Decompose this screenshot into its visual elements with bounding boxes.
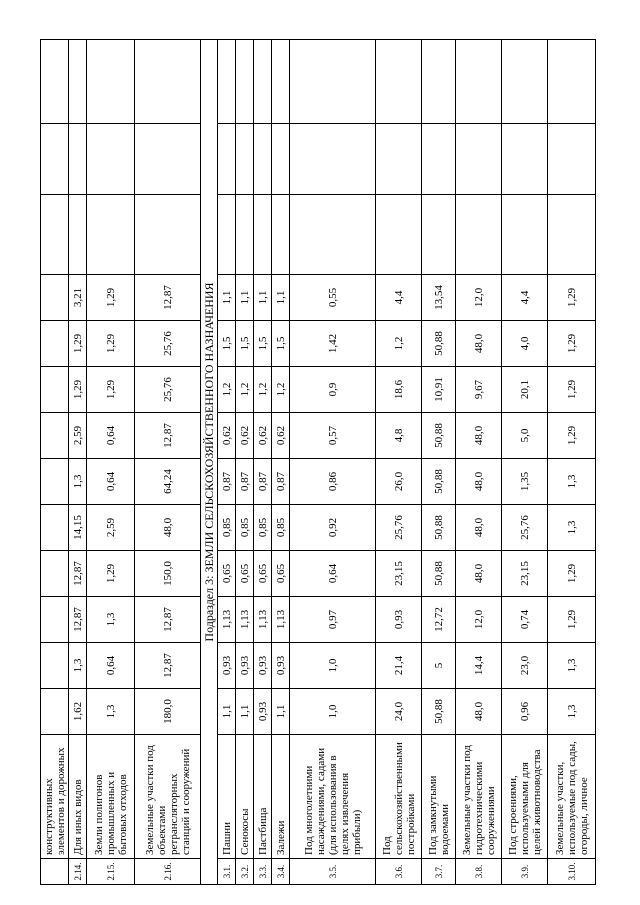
value-cell [254,195,272,275]
value-cell [87,124,135,195]
value-cell: 0,93 [254,689,272,735]
value-cell [218,40,236,124]
value-cell: 0,62 [254,413,272,459]
row-number: 3.4. [272,859,290,885]
value-cell: 0,97 [290,597,376,643]
value-cell: 1,0 [290,643,376,689]
value-cell: 0,62 [218,413,236,459]
value-cell: 18,6 [376,367,422,413]
value-cell: 1,2 [376,321,422,367]
value-cell [502,195,548,275]
table-row [456,40,502,885]
value-cell [41,597,69,643]
value-cell: 12,87 [135,597,201,643]
value-cell [272,124,290,195]
value-cell [69,195,87,275]
rotated-page [40,40,624,885]
value-cell [41,413,69,459]
value-cell [135,195,201,275]
value-cell: 1,13 [272,597,290,643]
value-cell [254,40,272,124]
value-cell: 12,87 [135,413,201,459]
value-cell [87,40,135,124]
value-cell: 50,88 [422,413,456,459]
value-cell [218,195,236,275]
row-number: 3.10. [548,859,596,885]
value-cell [41,195,69,275]
value-cell [236,124,254,195]
value-cell: 64,24 [135,459,201,505]
value-cell [422,195,456,275]
value-cell [135,40,201,124]
value-cell: 1,0 [290,689,376,735]
value-cell: 0,93 [376,597,422,643]
value-cell [41,321,69,367]
value-cell: 3,21 [69,275,87,321]
value-cell [41,124,69,195]
value-cell [502,40,548,124]
table-row [376,40,422,885]
row-name: Земельные участки под объектами ретрансляторных станций и сооружений [135,735,201,859]
value-cell [502,124,548,195]
value-cell: 0,9 [290,367,376,413]
value-cell: 1,5 [272,321,290,367]
value-cell [87,195,135,275]
value-cell: 1,3 [69,643,87,689]
value-cell [376,124,422,195]
row-name: Под замкнутыми водоемами [422,735,456,859]
value-cell [376,195,422,275]
value-cell: 1,3 [69,459,87,505]
value-cell: 1,42 [290,321,376,367]
value-cell: 0,64 [87,643,135,689]
value-cell [272,195,290,275]
row-number: 3.7. [422,859,456,885]
table-body-before [41,40,201,885]
value-cell: 1,2 [272,367,290,413]
row-number: 2.14. [69,859,87,885]
row-name: Под сельскохозяйственными постройками [376,735,422,859]
section-title: Подраздел 3: ЗЕМЛИ СЕЛЬСКОХОЗЯЙСТВЕННОГО НАЗНАЧЕНИЯ [201,40,218,885]
value-cell [41,367,69,413]
value-cell [41,459,69,505]
value-cell: 1,1 [272,275,290,321]
value-cell [135,124,201,195]
value-cell: 50,88 [422,505,456,551]
row-name: Пашни [218,735,236,859]
value-cell: 0,64 [87,459,135,505]
value-cell: 4,4 [502,275,548,321]
value-cell: 14,4 [456,643,502,689]
row-number: 2.16. [135,859,201,885]
value-cell: 50,88 [422,689,456,735]
value-cell [41,40,69,124]
table-row [87,40,135,885]
row-name: Сенокосы [236,735,254,859]
value-cell: 1,29 [548,321,596,367]
value-cell: 4,0 [502,321,548,367]
value-cell: 20,1 [502,367,548,413]
value-cell: 180,0 [135,689,201,735]
value-cell: 0,85 [272,505,290,551]
value-cell: 0,64 [290,551,376,597]
value-cell [41,551,69,597]
table-row [218,40,236,885]
value-cell [422,124,456,195]
value-cell: 12,87 [135,643,201,689]
value-cell: 12,87 [69,597,87,643]
value-cell: 1,5 [254,321,272,367]
value-cell: 0,86 [290,459,376,505]
value-cell: 10,91 [422,367,456,413]
row-number: 3.8. [456,859,502,885]
value-cell: 1,3 [87,689,135,735]
value-cell: 0,93 [236,643,254,689]
row-name: Под многолетними насаждениями, садами (для использования в целях извлечения прибыли) [290,735,376,859]
row-name: Земли полигонов промышленных и бытовых отходов [87,735,135,859]
value-cell: 0,62 [236,413,254,459]
value-cell: 1,29 [548,551,596,597]
row-name: конструктивных элементов и дорожных [41,735,69,859]
value-cell: 25,76 [135,367,201,413]
table-row [41,40,69,885]
value-cell [236,195,254,275]
value-cell: 50,88 [422,551,456,597]
value-cell: 48,0 [456,321,502,367]
table-row [135,40,201,885]
value-cell: 5,0 [502,413,548,459]
value-cell [548,40,596,124]
value-cell: 1,62 [69,689,87,735]
value-cell: 25,76 [502,505,548,551]
value-cell: 21,4 [376,643,422,689]
value-cell: 9,67 [456,367,502,413]
value-cell: 25,76 [376,505,422,551]
value-cell: 0,65 [218,551,236,597]
value-cell: 0,85 [254,505,272,551]
value-cell: 0,85 [236,505,254,551]
value-cell: 1,13 [218,597,236,643]
row-name: Под строениями, используемыми для целей животноводства [502,735,548,859]
value-cell [236,40,254,124]
value-cell: 1,13 [254,597,272,643]
table-row [290,40,376,885]
value-cell: 0,62 [272,413,290,459]
value-cell: 1,2 [218,367,236,413]
value-cell: 48,0 [456,505,502,551]
value-cell [41,643,69,689]
value-cell: 0,64 [87,413,135,459]
value-cell [218,124,236,195]
value-cell: 1,1 [236,275,254,321]
value-cell: 1,29 [548,367,596,413]
value-cell: 24,0 [376,689,422,735]
table-row [236,40,254,885]
value-cell: 12,72 [422,597,456,643]
value-cell: 0,87 [272,459,290,505]
value-cell [376,40,422,124]
value-cell: 23,0 [502,643,548,689]
value-cell: 0,96 [502,689,548,735]
value-cell [290,40,376,124]
value-cell: 1,29 [87,275,135,321]
table-body-after [218,40,596,885]
row-number: 3.6. [376,859,422,885]
table-row [69,40,87,885]
value-cell: 5 [422,643,456,689]
row-name: Земельные участки, используемые под сады, огороды, личное [548,735,596,859]
row-number: 3.9. [502,859,548,885]
value-cell: 12,87 [135,275,201,321]
value-cell: 48,0 [135,505,201,551]
value-cell: 0,65 [254,551,272,597]
value-cell: 26,0 [376,459,422,505]
table-row [548,40,596,885]
value-cell: 0,92 [290,505,376,551]
value-cell: 1,29 [69,367,87,413]
value-cell [41,689,69,735]
value-cell: 0,87 [236,459,254,505]
value-cell: 48,0 [456,413,502,459]
value-cell: 0,93 [218,643,236,689]
value-cell: 2,59 [87,505,135,551]
value-cell: 1,3 [548,643,596,689]
value-cell: 0,65 [236,551,254,597]
row-number: 2.15. [87,859,135,885]
value-cell: 13,54 [422,275,456,321]
value-cell: 4,8 [376,413,422,459]
value-cell: 0,65 [272,551,290,597]
value-cell [548,124,596,195]
table-row [422,40,456,885]
value-cell [290,195,376,275]
value-cell: 1,1 [236,689,254,735]
value-cell: 1,2 [236,367,254,413]
value-cell: 48,0 [456,459,502,505]
value-cell: 14,15 [69,505,87,551]
row-number [41,859,69,885]
table-row [254,40,272,885]
value-cell [69,40,87,124]
row-number: 3.3. [254,859,272,885]
value-cell: 0,93 [272,643,290,689]
value-cell [254,124,272,195]
value-cell: 1,29 [548,413,596,459]
row-name: Земельные участки под гидротехническими сооружениями [456,735,502,859]
value-cell: 0,57 [290,413,376,459]
value-cell: 12,0 [456,275,502,321]
value-cell: 1,3 [87,597,135,643]
value-cell: 0,87 [218,459,236,505]
row-number: 3.1. [218,859,236,885]
value-cell: 1,1 [272,689,290,735]
value-cell: 1,3 [548,505,596,551]
value-cell: 0,85 [218,505,236,551]
value-cell [456,195,502,275]
value-cell: 1,2 [254,367,272,413]
value-cell: 1,5 [236,321,254,367]
value-cell: 0,74 [502,597,548,643]
row-number: 3.2. [236,859,254,885]
value-cell: 0,87 [254,459,272,505]
value-cell: 0,93 [254,643,272,689]
coefficients-table [40,39,596,885]
table-row [502,40,548,885]
row-name: Для иных видов [69,735,87,859]
value-cell: 1,29 [87,321,135,367]
value-cell: 1,1 [218,275,236,321]
value-cell: 50,88 [422,459,456,505]
value-cell: 2,59 [69,413,87,459]
value-cell: 25,76 [135,321,201,367]
value-cell [456,124,502,195]
value-cell: 23,15 [376,551,422,597]
value-cell: 1,1 [254,275,272,321]
value-cell: 1,29 [548,275,596,321]
value-cell: 1,5 [218,321,236,367]
row-number: 3.5. [290,859,376,885]
value-cell: 48,0 [456,689,502,735]
value-cell: 1,13 [236,597,254,643]
row-name: Пастбища [254,735,272,859]
value-cell: 4,4 [376,275,422,321]
value-cell: 0,55 [290,275,376,321]
value-cell [41,505,69,551]
value-cell: 1,29 [87,551,135,597]
value-cell: 1,35 [502,459,548,505]
value-cell: 48,0 [456,551,502,597]
value-cell [548,195,596,275]
value-cell [41,275,69,321]
value-cell [456,40,502,124]
value-cell: 50,88 [422,321,456,367]
value-cell: 150,0 [135,551,201,597]
value-cell: 1,3 [548,459,596,505]
value-cell: 1,1 [218,689,236,735]
value-cell: 1,29 [69,321,87,367]
value-cell: 12,87 [69,551,87,597]
value-cell: 1,29 [87,367,135,413]
value-cell: 1,3 [548,689,596,735]
value-cell [69,124,87,195]
table-row [272,40,290,885]
row-name: Залежи [272,735,290,859]
value-cell: 1,29 [548,597,596,643]
value-cell: 12,0 [456,597,502,643]
section-header [201,40,218,885]
value-cell [422,40,456,124]
value-cell: 23,15 [502,551,548,597]
value-cell [272,40,290,124]
value-cell [290,124,376,195]
